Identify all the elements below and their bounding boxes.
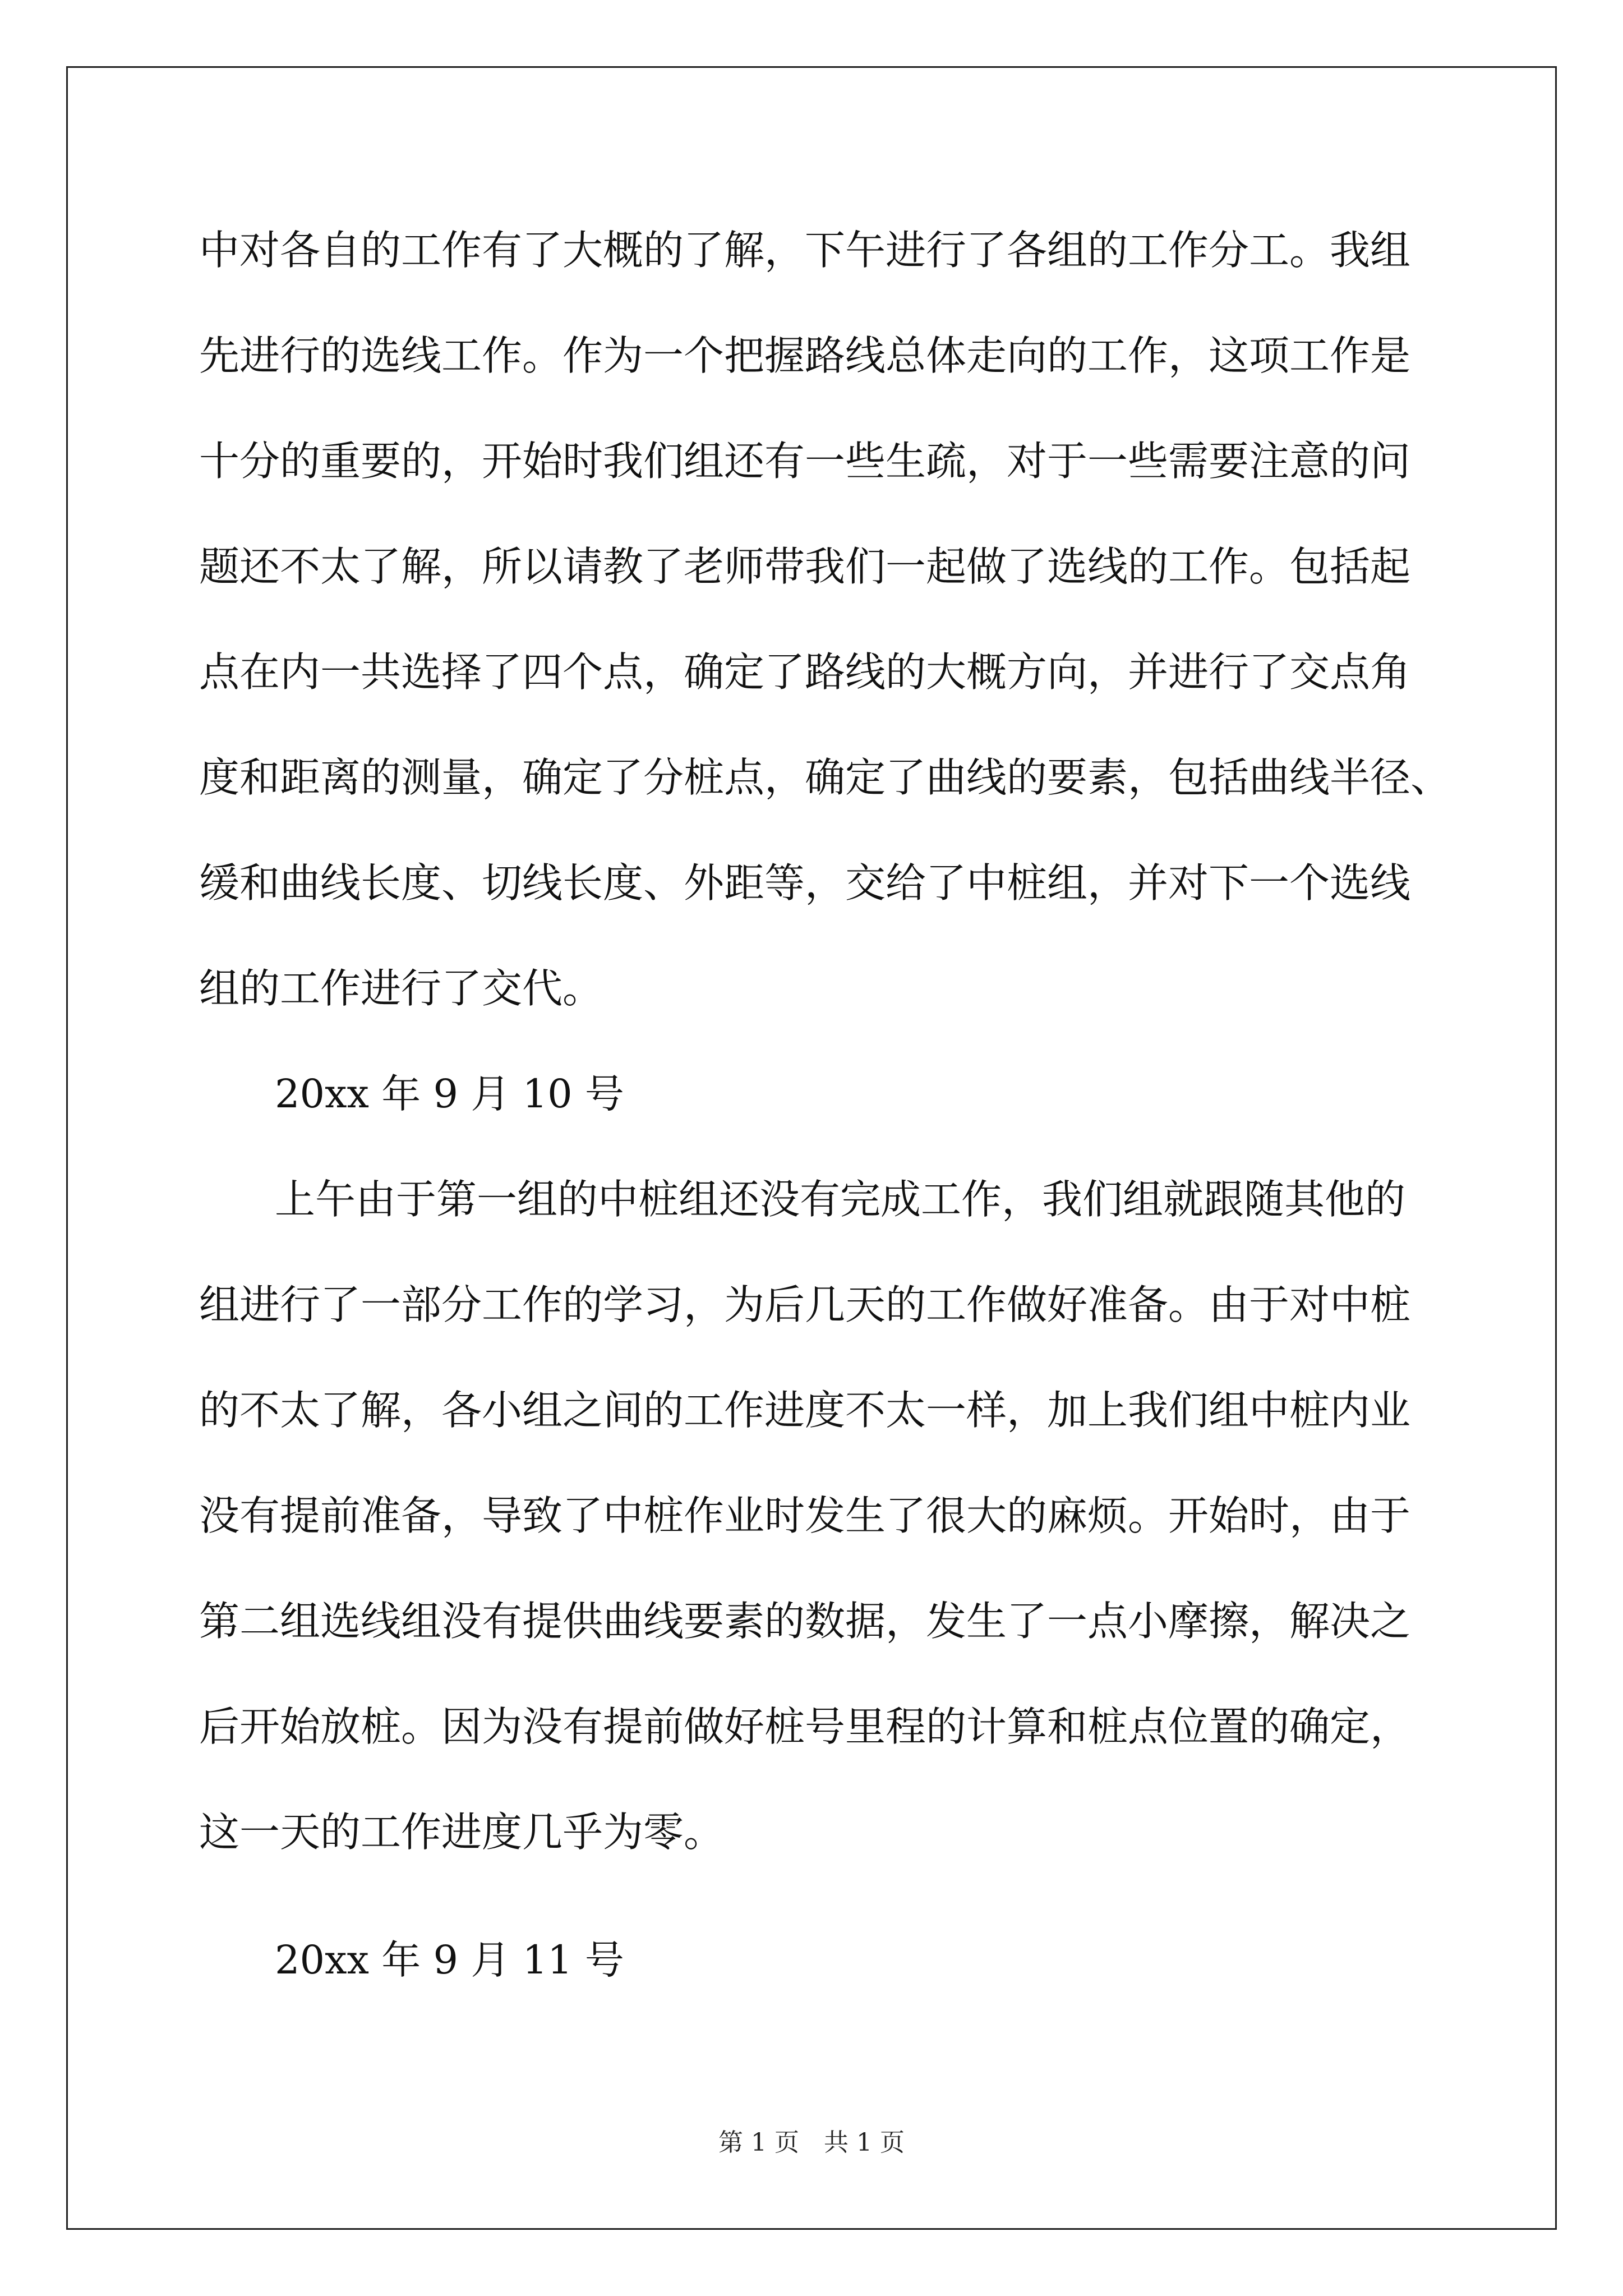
paragraph-line: 这一天的工作进度几乎为零。: [199, 1809, 725, 1856]
paragraph-line: 中对各自的工作有了大概的了解，下午进行了各组的工作分工。我组: [199, 227, 1411, 274]
paragraph-line: 组的工作进行了交代。: [199, 965, 603, 1012]
paragraph-line: 缓和曲线长度、切线长度、外距等，交给了中桩组，并对下一个选线: [199, 859, 1411, 907]
date-heading: 20xx 年 9 月 11 号: [275, 1937, 624, 1983]
paragraph-line: 先进行的选线工作。作为一个把握路线总体走向的工作，这项工作是: [199, 332, 1411, 379]
paragraph-line: 度和距离的测量，确定了分桩点，确定了曲线的要素，包括曲线半径、: [199, 754, 1451, 801]
date-heading: 20xx 年 9 月 10 号: [275, 1071, 624, 1117]
paragraph-line: 组进行了一部分工作的学习，为后几天的工作做好准备。由于对中桩: [199, 1281, 1411, 1328]
paragraph-line: 后开始放桩。因为没有提前做好桩号里程的计算和桩点位置的确定，: [199, 1703, 1411, 1750]
paragraph-line: 十分的重要的，开始时我们组还有一些生疏，对于一些需要注意的问: [199, 438, 1411, 485]
page-border: [66, 66, 1557, 2230]
paragraph-line: 题还不太了解，所以请教了老师带我们一起做了选线的工作。包括起: [199, 543, 1411, 590]
page-number-footer: 第 1 页 共 1 页: [718, 2128, 905, 2157]
paragraph-line: 上午由于第一组的中桩组还没有完成工作，我们组就跟随其他的: [275, 1176, 1406, 1223]
paragraph-line: 点在内一共选择了四个点，确定了路线的大概方向，并进行了交点角: [199, 648, 1411, 696]
paragraph-line: 没有提前准备，导致了中桩作业时发生了很大的麻烦。开始时，由于: [199, 1492, 1411, 1539]
paragraph-line: 第二组选线组没有提供曲线要素的数据，发生了一点小摩擦，解决之: [199, 1598, 1411, 1645]
paragraph-line: 的不太了解，各小组之间的工作进度不太一样，加上我们组中桩内业: [199, 1387, 1411, 1434]
